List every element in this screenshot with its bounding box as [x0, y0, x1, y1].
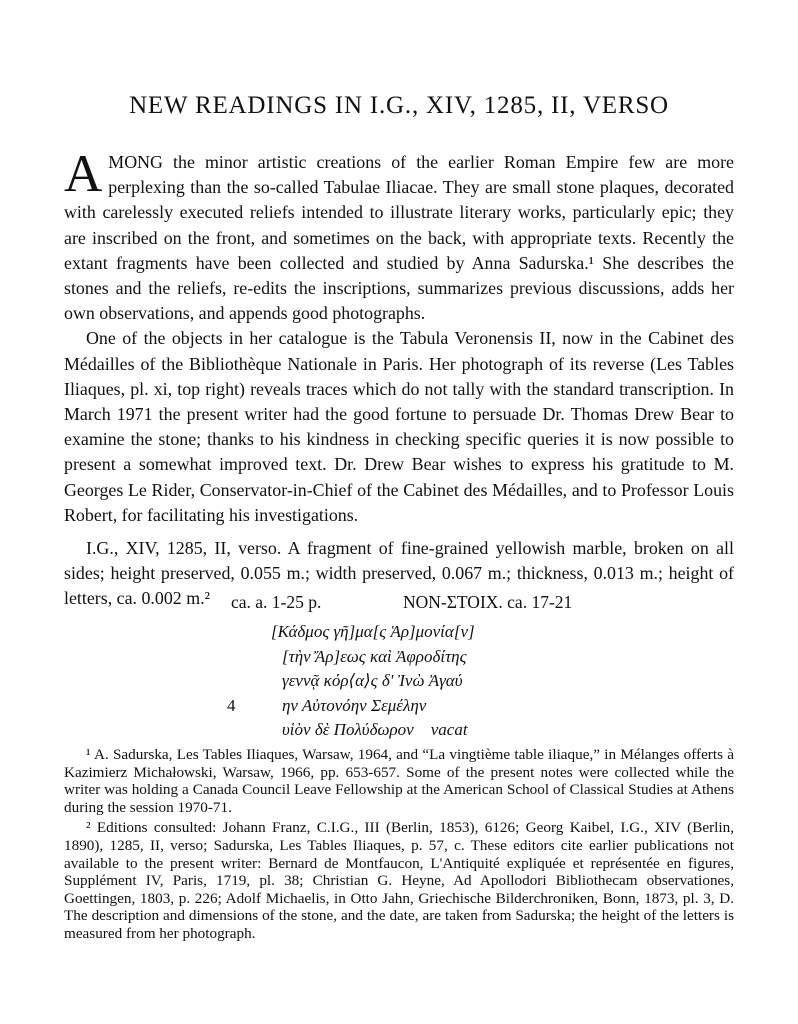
inscription-date: ca. a. 1-25 p.	[231, 592, 322, 612]
inscription-line: [τὴν Ἄρ]εως καὶ Ἀφροδίτης	[282, 646, 467, 666]
inscription-text	[227, 620, 595, 743]
article-title: NEW READINGS IN I.G., XIV, 1285, II, VERSO	[129, 92, 669, 119]
paragraph-intro: AMONG the minor artistic creations of the earlier Roman Empire few are more perplexing than the so-called Tabulae Iliacae. They are small stone plaques, decorated with carelessly executed reliefs intended to illustrate literary works, particularly epic; they are inscribed on the front, and sometimes on the back, with appropriate texts. Recently the extant fragments have been collected and studied by Anna Sadurska.¹ She describes the stones and the reliefs, re-edits the inscriptions, summarizes previous discussions, adds her own observations, and appends good photographs.	[64, 145, 734, 324]
footnote-1: ¹ A. Sadurska, Les Tables Iliaques, Warsaw, 1964, and “La vingtième table iliaque,” in Mélanges offerts à Kazimierz Michałowski, Warsaw, 1966, pp. 653-657. Some of the present notes were collected while the writer was holding a Canada Council Leave Fellowship at the American School of Classical Studies at Athens during the session 1970-71.	[64, 746, 734, 816]
footnotes	[64, 746, 734, 943]
inscription-line: γεννᾷ κόρ⟨α⟩ς δ' Ἰνὼ Ἀγαύ	[282, 671, 463, 690]
paragraph-description: I.G., XIV, 1285, II, verso. A fragment of fine-grained yellowish marble, broken on all sides; height preserved, 0.055 m.; width preserved, 0.067 m.; thickness, 0.013 m.; height of letters, ca. 0.002 m.²	[64, 538, 734, 609]
inscription-line: 4 ην Αὐτονόην Σεμέλην	[227, 695, 427, 715]
article-body	[64, 145, 734, 612]
inscription-line: [Κάδμος γῆ]μα[ς Ἁρ]μονία[ν]	[271, 622, 475, 641]
paragraph-catalogue: One of the objects in her catalogue is the Tabula Veronensis II, now in the Cabinet des Médailles of the Bibliothèque Nationale in Paris. Her photograph of its reverse (Les Tables Iliaques, pl. xi, top right) reveals traces which do not tally with the standard transcription. In March 1971 the present writer had the good fortune to persuade Dr. Thomas Drew Bear to examine the stone; thanks to his kindness in checking specific queries it is now possible to present a somewhat improved text. Dr. Drew Bear wishes to express his gratitude to M. Georges Le Rider, Conservator-in-Chief of the Cabinet des Médailles, and to Professor Louis Robert, for facilitating his investigations.	[64, 328, 734, 525]
footnote-2: ² Editions consulted: Johann Franz, C.I.G., III (Berlin, 1853), 6126; Georg Kaibel, I.G., XIV (Berlin, 1890), 1285, II, verso; Sadurska, Les Tables Iliaques, p. 57, c. These editors cite earlier publications not available to the present writer: Bernard de Montfaucon, L'Antiquité expliquée et représentée en figures, Supplément IV, Paris, 1719, pl. 38; Christian G. Heyne, Ad Apollodori Bibliothecam observationes, Goettingen, 1803, p. 226; Adolf Michaelis, in Otto Jahn, Griechische Bilderchroniken, Bonn, 1873, pl. 3, D. The description and dimensions of the stone, and the date, are taken from Sadurska; the height of the letters is measured from her photograph.	[64, 819, 734, 942]
inscription-style: NON-ΣΤΟΙΧ. ca. 17-21	[403, 592, 573, 612]
inscription-line: υἱὸν δὲ Πολύδωρον vacat	[282, 720, 468, 739]
